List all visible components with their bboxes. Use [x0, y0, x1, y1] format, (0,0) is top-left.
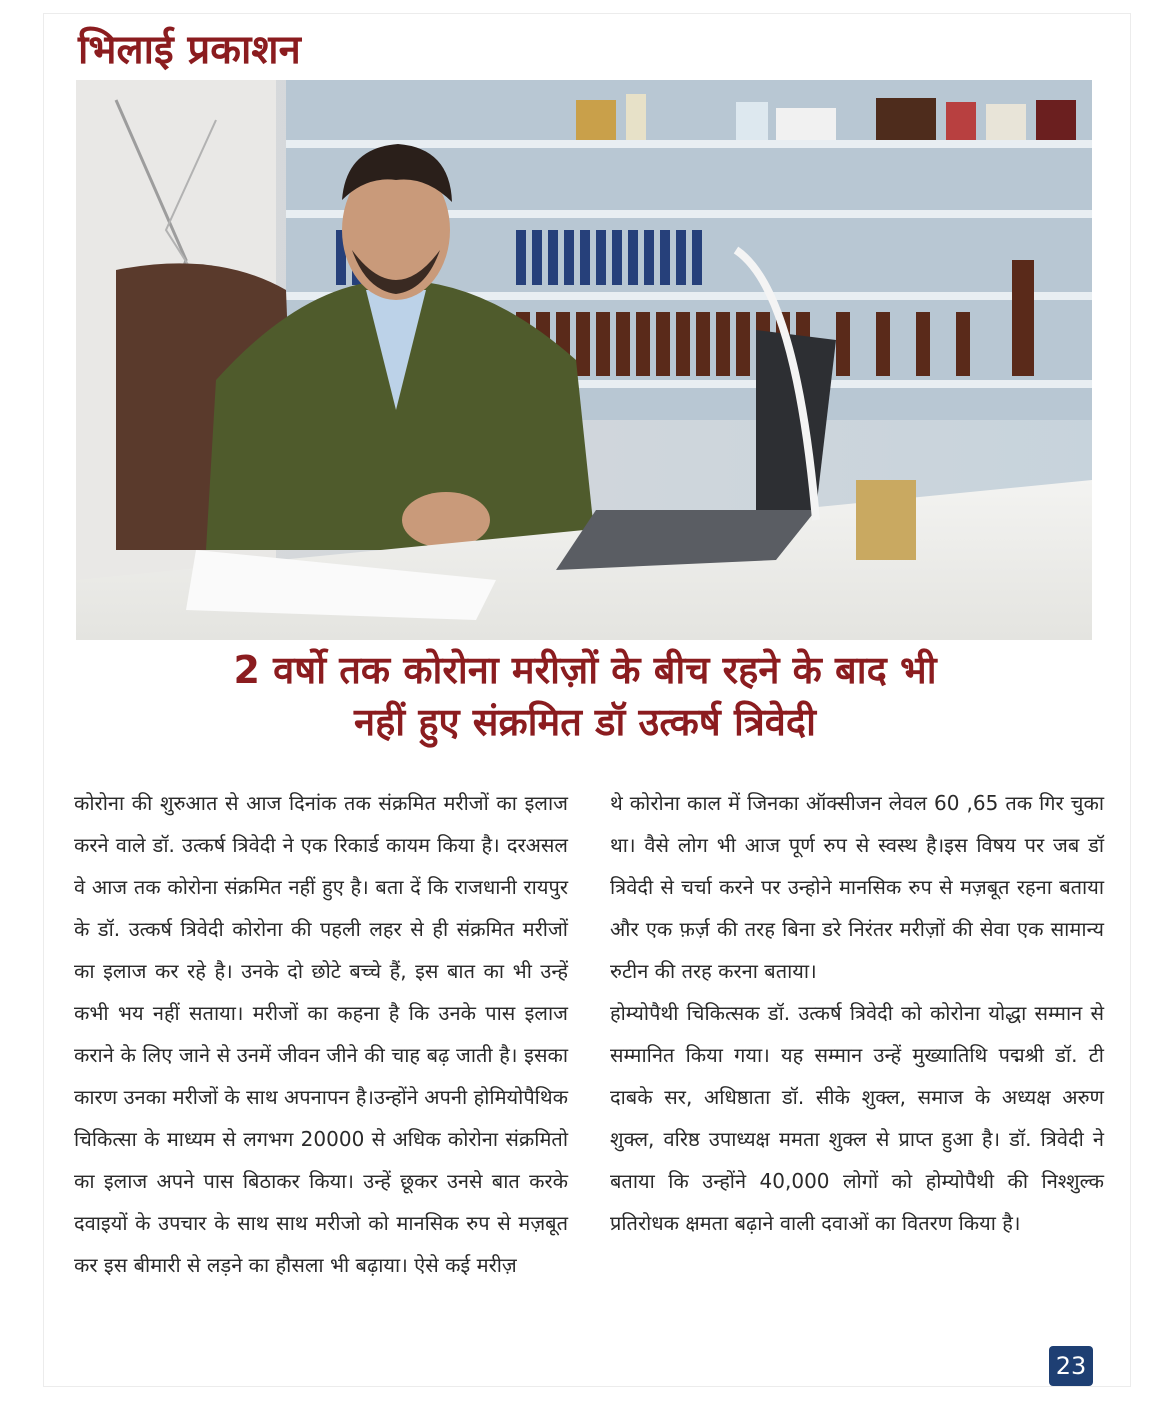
article-photo	[76, 80, 1092, 640]
paragraph: कोरोना की शुरुआत से आज दिनांक तक संक्रमित मरीजों का इलाज करने वाले डॉ. उत्कर्ष त्रिवेदी ने एक रिकार्ड कायम किया है। दरअसल वे आज तक कोरोना संक्रमित नहीं हुए है। बता दें कि राजधानी रायपुर के डॉ. उत्कर्ष त्रिवेदी कोरोना की पहली लहर से ही संक्रमित मरीजों का इलाज कर रहे है। उनके दो छोटे बच्चे हैं, इस बात का भी उन्हें कभी भय नहीं सताया। मरीजों का कहना है कि उनके पास इलाज कराने के लिए जाने से उनमें जीवन जीने की चाह बढ़ जाती है। इसका कारण उनका मरीजों के साथ अपनापन है।उन्होंने अपनी होमियोपैथिक चिकित्सा के माध्यम से लगभग 20000 से अधिक कोरोना संक्रमितो का इलाज अपने पास बिठाकर किया। उन्हें छूकर उनसे बात करके दवाइयों के उपचार के साथ साथ मरीजो को मानसिक रुप से मज़बूत कर इस बीमारी से लड़ने का हौसला भी बढ़ाया। ऐसे कई मरीज़	[74, 791, 568, 1277]
article-headline	[60, 644, 1110, 748]
headline-line-2: नहीं हुए संक्रमित डॉ उत्कर्ष त्रिवेदी	[354, 700, 816, 744]
article-column-right	[610, 782, 1104, 1244]
article-column-left	[74, 782, 568, 1286]
page-number-badge: 23	[1049, 1346, 1093, 1386]
masthead: भिलाई प्रकाशन	[78, 27, 301, 73]
headline-line-1: 2 वर्षो तक कोरोना मरीज़ों के बीच रहने के बाद भी	[233, 648, 937, 692]
paragraph: होम्योपैथी चिकित्सक डॉ. उत्कर्ष त्रिवेदी को कोरोना योद्धा सम्मान से सम्मानित किया गया। यह सम्मान उन्हें मुख्यातिथि पद्मश्री डॉ. टी दाबके सर, अधिष्ठाता डॉ. सीके शुक्ल, समाज के अध्यक्ष अरुण शुक्ल, वरिष्ठ उपाध्यक्ष ममता शुक्ल से प्राप्त हुआ है। डॉ. त्रिवेदी ने बताया कि उन्होंने 40,000 लोगों को होम्योपैथी की निश्शुल्क प्रतिरोधक क्षमता बढ़ाने वाली दवाओं का वितरण किया है।	[610, 1001, 1104, 1235]
doctor-photo-illustration	[76, 80, 1092, 640]
paragraph: थे कोरोना काल में जिनका ऑक्सीजन लेवल 60 ,65 तक गिर चुका था। वैसे लोग भी आज पूर्ण रुप से स्वस्थ है।इस विषय पर जब डॉ त्रिवेदी से चर्चा करने पर उन्होने मानसिक रुप से मज़बूत रहना बताया और एक फ़र्ज़ की तरह बिना डरे निरंतर मरीज़ों की सेवा एक सामान्य रुटीन की तरह करना बताया।	[610, 791, 1104, 983]
